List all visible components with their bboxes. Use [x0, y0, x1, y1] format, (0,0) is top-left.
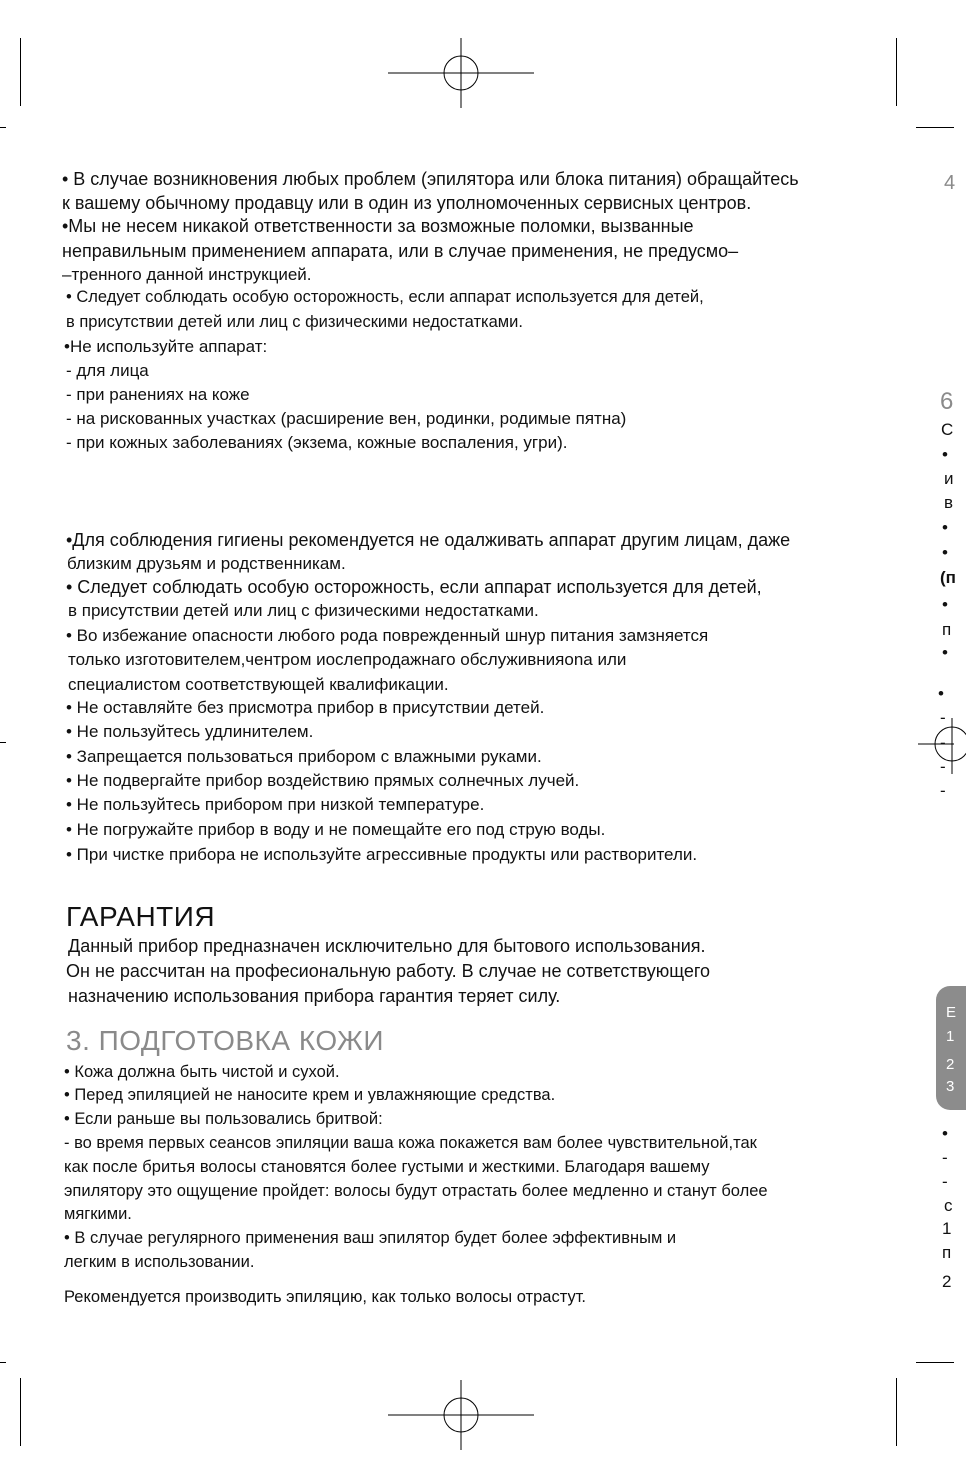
text-line: мягкими. — [64, 1205, 132, 1223]
text-line: • Не оставляйте без присмотра прибор в присутствии детей. — [66, 698, 545, 717]
edge-char: (п — [940, 568, 956, 587]
registration-mark-right — [918, 718, 954, 774]
edge-char: - — [940, 708, 946, 727]
text-line: • В случае возникновения любых проблем (эпилятора или блока питания) обращайтесь — [62, 169, 799, 189]
text-line: Данный прибор предназначен исключительно для бытового использования. — [68, 936, 706, 956]
text-line: в присутствии детей или лиц с физическими недостатками. — [68, 601, 539, 620]
registration-mark-top — [388, 38, 534, 108]
text-line: • В случае регулярного применения ваш эпилятор будет более эффективным и — [64, 1229, 677, 1247]
edge-char: и — [944, 469, 954, 488]
text-line: • Во избежание опасности любого рода поврежденный шнур питания замзняется — [66, 626, 709, 645]
edge-char: С — [941, 420, 954, 439]
edge-char: • — [942, 518, 948, 537]
text-line: • Следует соблюдать особую осторожность, если аппарат используется для детей, — [66, 577, 762, 597]
edge-char: - — [940, 781, 946, 800]
edge-char: 1 — [942, 1219, 952, 1238]
text-line: - во время первых сеансов эпиляции ваша кожа покажется вам более чувствительной,так — [64, 1134, 757, 1152]
edge-char: п — [942, 1243, 952, 1262]
text-line: специалистом соответствующей квалификации. — [68, 675, 449, 694]
tab-char: 2 — [946, 1056, 955, 1073]
skin-preparation-heading: 3. ПОДГОТОВКА КОЖИ — [66, 1025, 384, 1056]
text-line: • Не погружайте прибор в воду и не помещайте его под струю воды. — [66, 820, 606, 839]
text-line: - на рискованных участках (расширение вен, родинки, родимые пятна) — [66, 409, 627, 428]
text-line: • Не пользуйтесь прибором при низкой температуре. — [66, 795, 485, 814]
edge-char: • — [942, 445, 948, 464]
edge-char: с — [944, 1196, 953, 1215]
tab-char: 1 — [946, 1028, 955, 1045]
tab-char: 3 — [946, 1078, 955, 1095]
text-line: • Кожа должна быть чистой и сухой. — [64, 1063, 340, 1081]
text-line: • Не подвергайте прибор воздействию прямых солнечных лучей. — [66, 771, 580, 790]
edge-char: • — [942, 1124, 948, 1143]
edge-char: • — [942, 643, 948, 662]
edge-char: - — [940, 757, 946, 776]
tab-char: Е — [946, 1004, 957, 1021]
text-line: эпилятору это ощущение пройдет: волосы будут отрастать более медленно и станут более — [64, 1182, 768, 1200]
text-line: назначению использования прибора гарантия теряет силу. — [68, 986, 561, 1006]
section-tab — [936, 986, 966, 1110]
text-line: как после бритья волосы становятся более густыми и жесткими. Благодаря вашему — [64, 1158, 710, 1176]
text-line: - при ранениях на коже — [66, 385, 250, 404]
text-line: в присутствии детей или лиц с физическими недостатками. — [66, 313, 523, 331]
edge-char: • — [938, 684, 944, 703]
edge-char: в — [944, 493, 954, 512]
text-line: - при кожных заболеваниях (экзема, кожные воспаления, угри). — [66, 433, 568, 452]
text-line: • Запрещается пользоваться прибором с влажными руками. — [66, 747, 542, 766]
text-line: •Для соблюдения гигиены рекомендуется не одалживать аппарат другим лицам, даже — [66, 530, 791, 550]
text-line: • Не пользуйтесь удлинителем. — [66, 722, 314, 741]
text-line: - для лица — [66, 361, 149, 380]
registration-mark-bottom — [388, 1380, 534, 1450]
text-line: Он не рассчитан на професиональную работу. В случае не сответствующего — [66, 961, 711, 981]
edge-char: • — [942, 543, 948, 562]
edge-char: 6 — [940, 388, 954, 415]
edge-char: п — [942, 620, 952, 639]
text-line: •Не используйте аппарат: — [64, 337, 268, 356]
skin-footer-note: Рекомендуется производить эпиляцию, как только волосы отрастут. — [64, 1288, 587, 1306]
text-line: к вашему обычному продавцу или в один из уполномоченных сервисных центров. — [62, 193, 752, 213]
text-line: • Если раньше вы пользовались бритвой: — [64, 1110, 383, 1128]
edge-char: - — [942, 1148, 948, 1167]
text-line: • При чистке прибора не используйте агрессивные продукты или растворители. — [66, 845, 698, 864]
text-line: только изготовителем,чентром иослепродажнаго обслуживнияona или — [68, 650, 627, 669]
text-line: • Следует соблюдать особую осторожность, если аппарат используется для детей, — [66, 288, 704, 306]
text-line: близким друзьям и родственникам. — [67, 554, 346, 573]
text-line: неправильным применением аппарата, или в случае применения, не предусмо– — [62, 241, 739, 261]
text-line: •Мы не несем никакой ответственности за возможные поломки, вызванные — [62, 216, 694, 236]
text-line: –тренного данной инструкцией. — [62, 265, 312, 284]
edge-char: - — [942, 1172, 948, 1191]
edge-char: • — [942, 595, 948, 614]
edge-char: - — [940, 733, 946, 752]
warranty-heading: ГАРАНТИЯ — [66, 901, 216, 932]
text-line: легким в использовании. — [64, 1253, 255, 1271]
text-line: • Перед эпиляцией не наносите крем и увлажняющие средства. — [64, 1086, 556, 1104]
edge-char: 4 — [944, 172, 956, 194]
edge-char: 2 — [942, 1272, 952, 1291]
